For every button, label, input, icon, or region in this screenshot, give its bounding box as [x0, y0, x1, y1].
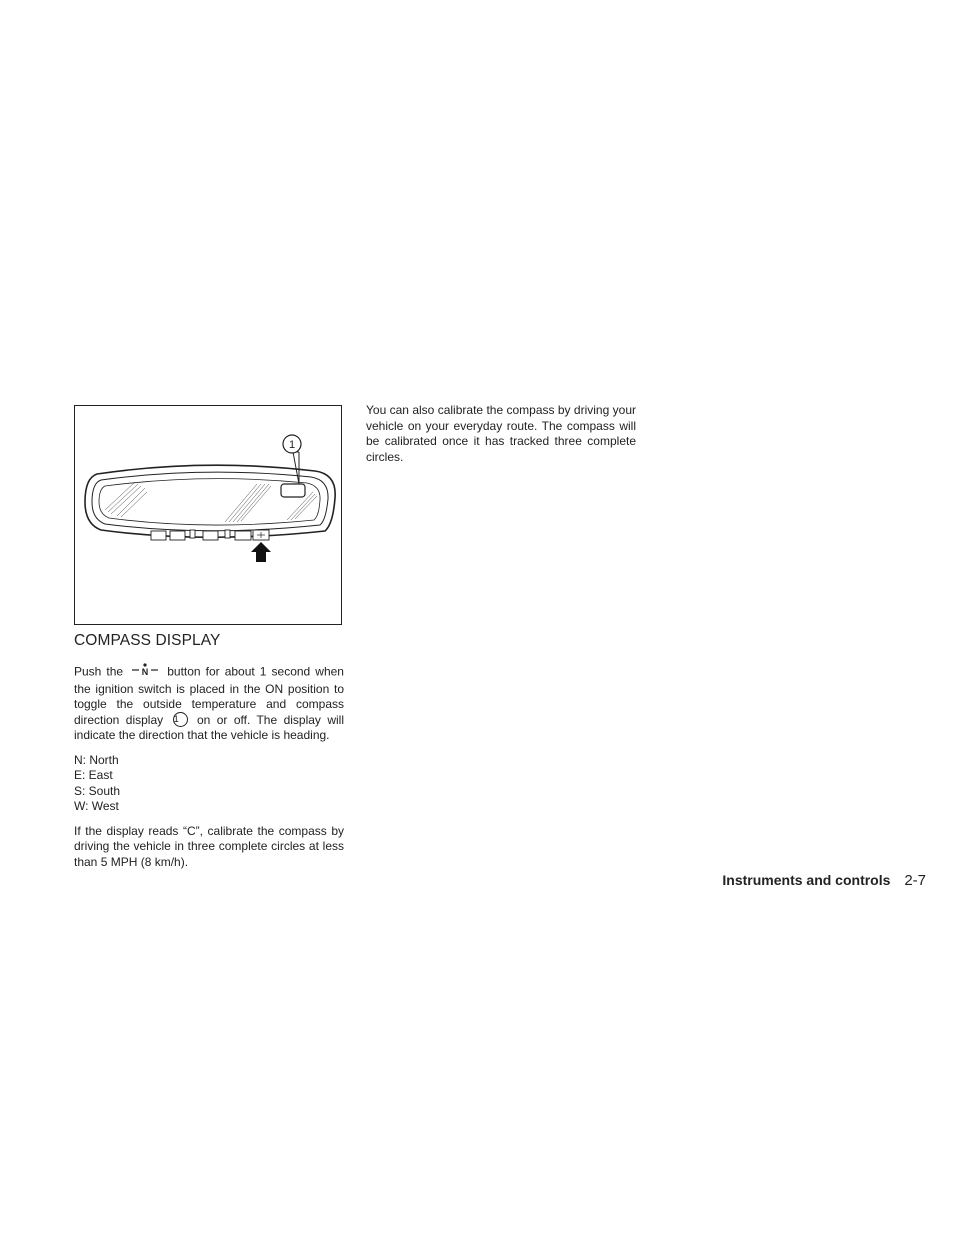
paragraph-calibrate: If the display reads “C”, calibrate the compass by driving the vehicle in three complete circles at less than 5 MPH (8 km/h). — [74, 823, 344, 869]
paragraph-push-button — [74, 663, 344, 744]
left-column — [74, 632, 344, 879]
callout-number: 1 — [288, 439, 296, 451]
direction-list — [74, 753, 344, 815]
page-footer — [722, 872, 926, 889]
rearview-mirror-drawing — [75, 406, 343, 626]
compass-button-icon — [128, 663, 162, 682]
glass-reflection-middle — [225, 484, 271, 522]
mirror-buttons — [151, 530, 269, 540]
paragraph1-middle: button for about 1 second when the ignition switch is placed in the ON position to toggle the outside temperature and compass direction display — [74, 664, 344, 727]
callout-ref: 1 — [173, 712, 188, 727]
paragraph-calibrate-route: You can also calibrate the compass by driving your vehicle on your everyday route. The compass will be calibrated once it has tracked three complete circles. — [366, 403, 636, 464]
glass-reflection-left — [105, 482, 147, 517]
direction-north: N: North — [74, 752, 119, 767]
compass-display-window — [281, 484, 305, 497]
direction-west: W: West — [74, 799, 119, 813]
direction-south: S: South — [74, 783, 121, 798]
up-arrow-indicator-icon — [251, 542, 271, 562]
page-number: 2-7 — [904, 872, 926, 889]
section-title: COMPASS DISPLAY — [74, 632, 221, 649]
direction-east: E: East — [74, 768, 113, 782]
mirror-illustration — [74, 405, 342, 625]
paragraph1-end: on or off. The display will indicate the direction that the vehicle is heading. — [74, 712, 344, 742]
right-column — [366, 403, 636, 474]
svg-text:N: N — [141, 667, 149, 677]
footer-section-name: Instruments and controls — [722, 872, 891, 888]
paragraph1-start: Push the — [74, 664, 124, 679]
